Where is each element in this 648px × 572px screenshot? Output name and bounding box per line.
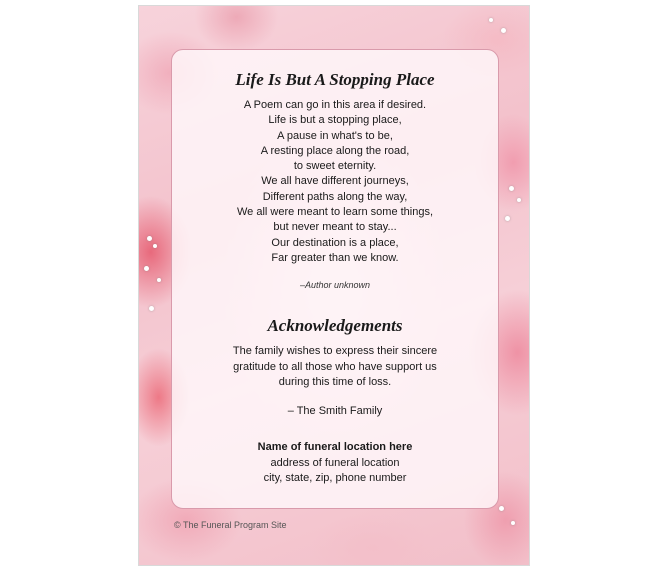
flower-bud <box>157 278 161 282</box>
flower-bud <box>153 244 157 248</box>
acknowledgements-title: Acknowledgements <box>267 316 403 335</box>
poem-author: –Author unknown <box>299 280 371 290</box>
flower-bud <box>499 506 504 511</box>
flower-bud <box>517 198 521 202</box>
funeral-location <box>172 440 498 487</box>
poem-line: Life is but a stopping place, <box>268 114 402 127</box>
poem-line: but never meant to stay... <box>273 221 397 234</box>
poem-line: A pause in what's to be, <box>277 129 393 142</box>
poem-title: Life Is But A Stopping Place <box>235 70 435 89</box>
flower-bud <box>489 18 493 22</box>
content-panel <box>171 49 499 509</box>
flower-bud <box>509 186 514 191</box>
poem-line: Different paths along the way, <box>262 190 408 203</box>
location-name: Name of funeral location here <box>257 441 413 453</box>
flower-bud <box>147 236 152 241</box>
location-address: address of funeral location <box>270 456 400 469</box>
flower-bud <box>501 28 506 33</box>
poem-line: A Poem can go in this area if desired. <box>243 99 427 111</box>
poem-line: to sweet eternity. <box>293 160 377 173</box>
poem-line: Our destination is a place, <box>271 236 399 249</box>
family-signature: – The Smith Family <box>287 405 383 417</box>
poem-line: We all have different journeys, <box>261 175 409 188</box>
poem-line: We all were meant to learn some things, <box>236 206 434 219</box>
flower-bud <box>511 521 515 525</box>
acknowledgements-text <box>172 344 498 391</box>
flower-bud <box>149 306 154 311</box>
copyright-notice: © The Funeral Program Site <box>174 520 287 530</box>
poem-body <box>172 98 498 266</box>
poem-line: A resting place along the road, <box>260 144 410 157</box>
flower-bud <box>144 266 149 271</box>
program-page <box>138 5 530 566</box>
location-city-line: city, state, zip, phone number <box>263 472 407 484</box>
flower-bud <box>505 216 510 221</box>
acknowledgements-line: during this time of loss. <box>278 376 392 388</box>
acknowledgements-line: The family wishes to express their sincere <box>232 345 438 357</box>
acknowledgements-line: gratitude to all those who have support us <box>233 360 437 373</box>
poem-line: Far greater than we know. <box>271 251 399 264</box>
